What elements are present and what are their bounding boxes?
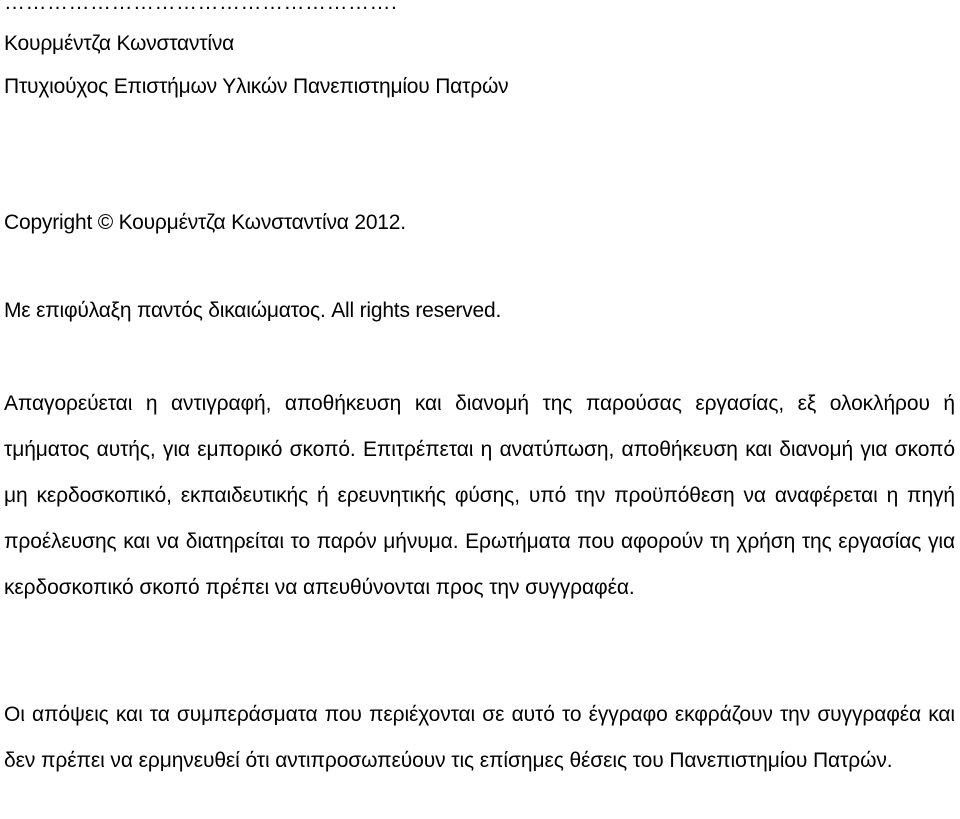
copyright-notice: Copyright © Κουρμέντζα Κωνσταντίνα 2012.: [4, 211, 406, 234]
usage-terms-paragraph: Απαγορεύεται η αντιγραφή, αποθήκευση και διανομή της παρούσας εργασίας, εξ ολοκλήρου ή τμήματος αυτής, για εμπορικό σκοπό. Επιτρέπεται η ανατύπωση, αποθήκευση και διανομή για σκοπό μη κερδοσκοπικό, εκπαιδευτικής ή ερευνητικής φύσης, υπό την προϋπόθεση να αναφέρεται η πηγή προέλευσης και να διατηρείται το παρόν μήνυμα. Ερωτήματα που αφορούν τη χρήση της εργασίας για κερδοσκοπικό σκοπό πρέπει να απευθύνονται προς την συγγραφέα.: [4, 392, 955, 599]
rights-notice: Με επιφύλαξη παντός δικαιώματος. All rights reserved.: [4, 299, 502, 322]
author-title: Πτυχιούχος Επιστήμων Υλικών Πανεπιστημίου Πατρών: [4, 75, 509, 98]
dotted-line: ……………………………………………….: [4, 0, 398, 14]
author-name: Κουρμέντζα Κωνσταντίνα: [4, 32, 235, 55]
disclaimer-paragraph: Οι απόψεις και τα συμπεράσματα που περιέχονται σε αυτό το έγγραφο εκφράζουν την συγγραφέα και δεν πρέπει να ερμηνευθεί ότι αντιπροσωπεύουν τις επίσημες θέσεις του Πανεπιστημίου Πατρών.: [4, 703, 955, 772]
